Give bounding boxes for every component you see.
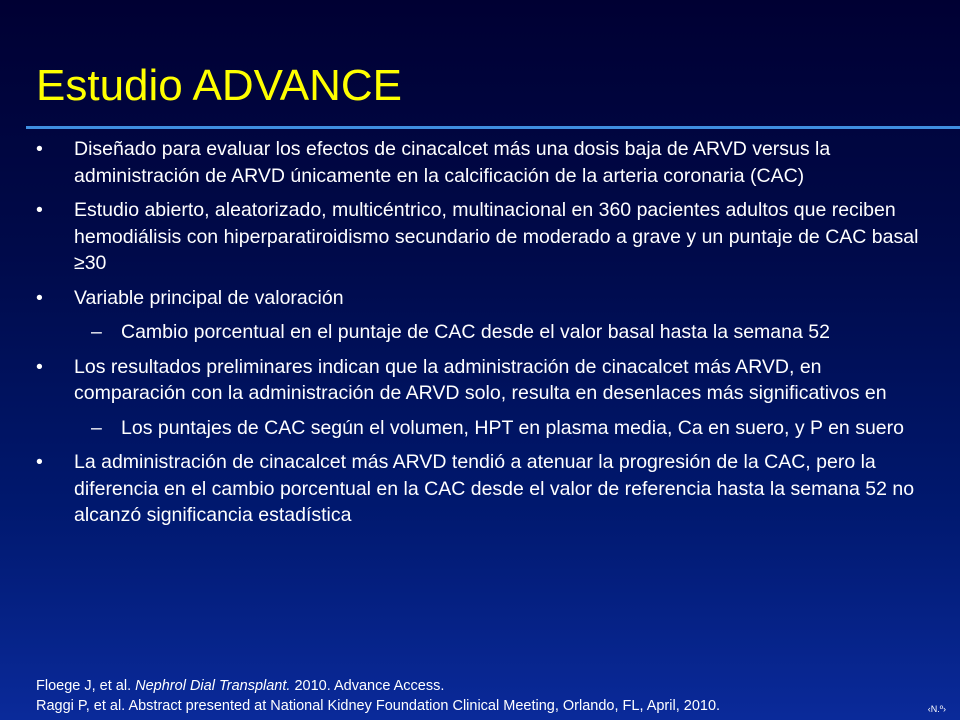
bullet-text: La administración de cinacalcet más ARVD tendió a atenuar la progresión de la CAC, pero la diferencia en el cambio porcentual en la CAC desde el valor de referencia hasta la semana 52 no alcanzó significancia estadística (74, 451, 915, 526)
bullet-item (36, 285, 936, 312)
bullet-item (36, 197, 936, 277)
dash-marker: – (91, 321, 102, 343)
bullet-text: Estudio abierto, aleatorizado, multicéntrico, multinacional en 360 pacientes adultos que reciben hemodiálisis con hiperparatiroidismo secundario de moderado a grave y un puntaje de CAC basal ≥30 (74, 199, 919, 274)
bullet-marker: • (36, 286, 43, 309)
sub-bullet-text: Los puntajes de CAC según el volumen, HPT en plasma media, Ca en suero, y P en suero (121, 416, 904, 439)
slide-title: Estudio ADVANCE (36, 61, 403, 110)
dash-marker: – (91, 416, 102, 439)
reference-1-rest: 2010. Advance Access. (290, 678, 445, 694)
title-divider (26, 126, 960, 129)
bullet-item (36, 354, 936, 407)
bullet-item (36, 449, 936, 529)
bullet-marker: • (36, 451, 43, 473)
bullet-list (36, 136, 936, 537)
slide-number: ‹N.º› (927, 704, 946, 714)
bullet-marker: • (36, 138, 43, 160)
bullet-marker: • (36, 199, 43, 221)
reference-1 (36, 676, 936, 696)
sub-bullet-text: Cambio porcentual en el puntaje de CAC desde el valor basal hasta la semana 52 (121, 321, 830, 343)
bullet-text: Variable principal de valoración (74, 286, 344, 309)
bullet-text: Diseñado para evaluar los efectos de cinacalcet más una dosis baja de ARVD versus la administración de ARVD únicamente en la calcificación de la arteria coronaria (CAC) (74, 138, 831, 187)
bullet-marker: • (36, 355, 43, 378)
sub-bullet-item (36, 319, 936, 346)
reference-1-journal: Nephrol Dial Transplant. (135, 678, 291, 694)
references (36, 676, 936, 716)
sub-bullet-item (36, 415, 936, 442)
reference-1-authors: Floege J, et al. (36, 678, 136, 694)
bullet-item (36, 136, 936, 189)
reference-2: Raggi P, et al. Abstract presented at National Kidney Foundation Clinical Meeting, Orlando, FL, April, 2010. (36, 698, 721, 714)
bullet-text: Los resultados preliminares indican que la administración de cinacalcet más ARVD, en comparación con la administración de ARVD solo, resulta en desenlaces más significativos en (74, 355, 887, 404)
